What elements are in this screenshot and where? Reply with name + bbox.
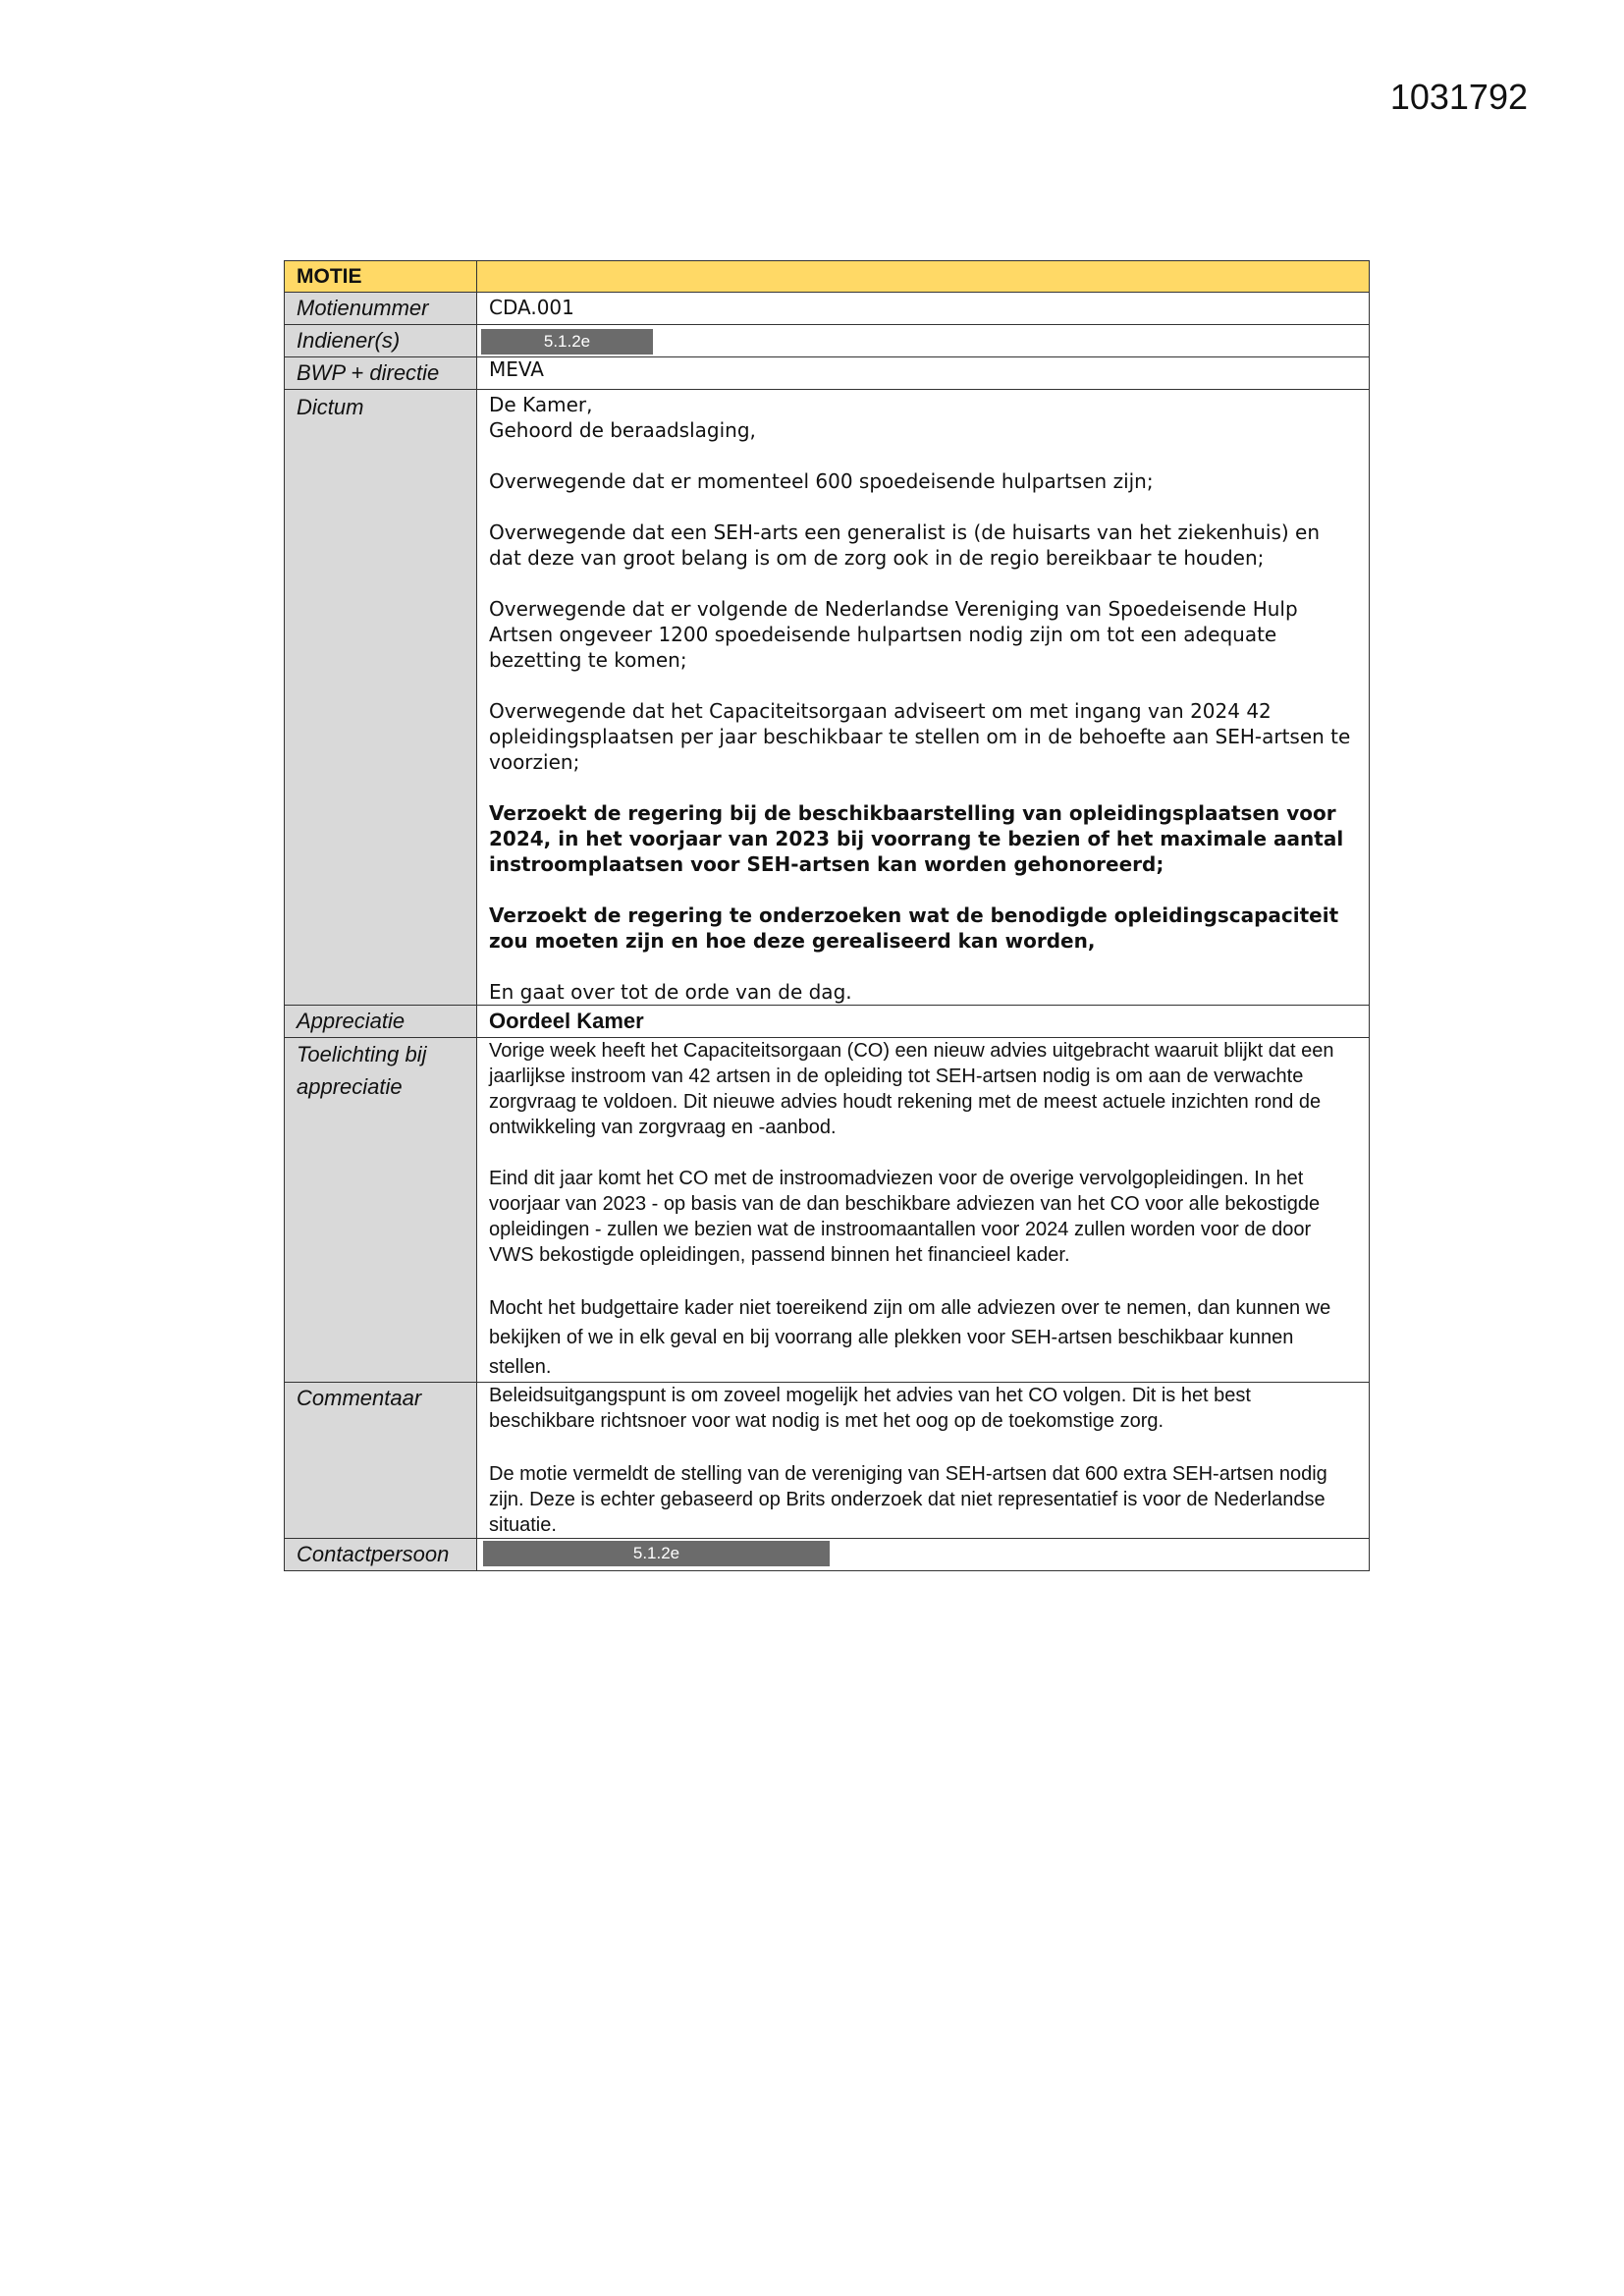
label-commentaar: Commentaar: [285, 1383, 477, 1539]
label-bwp: BWP + directie: [285, 357, 477, 390]
dictum-para-2: Overwegende dat er momenteel 600 spoedeisende hulpartsen zijn;: [489, 469, 1154, 493]
dictum-para-4: Overwegende dat er volgende de Nederlandse Vereniging van Spoedeisende Hulp Artsen ongeveer 1200 spoedeisende hulpartsen nodig zijn om tot een adequate bezetting te komen;: [489, 597, 1298, 672]
label-toelichting: Toelichting bij appreciatie: [285, 1038, 477, 1383]
label-indieners: Indiener(s): [285, 325, 477, 357]
dictum-para-5: Overwegende dat het Capaciteitsorgaan adviseert om met ingang van 2024 42 opleidingsplaatsen per jaar beschikbaar te stellen om in de behoefte aan SEH-artsen te voorzien;: [489, 699, 1351, 774]
label-motienummer: Motienummer: [285, 293, 477, 325]
value-bwp: MEVA: [477, 357, 1370, 390]
value-appreciatie: Oordeel Kamer: [477, 1006, 1370, 1038]
row-motienummer: [285, 293, 1370, 325]
commentaar-para-2: De motie vermeldt de stelling van de vereniging van SEH-artsen dat 600 extra SEH-artsen nodig zijn. Deze is echter gebaseerd op Brits onderzoek dat niet representatief is voor de Nederlandse situatie.: [489, 1463, 1327, 1536]
motie-header-label: MOTIE: [285, 261, 477, 293]
row-indieners: [285, 325, 1370, 357]
row-contactpersoon: [285, 1539, 1370, 1571]
redaction-indieners: 5.1.2e: [481, 329, 653, 355]
value-motienummer: CDA.001: [477, 293, 1370, 325]
label-appreciatie: Appreciatie: [285, 1006, 477, 1038]
value-toelichting: [477, 1038, 1370, 1383]
value-dictum: [477, 390, 1370, 1006]
dictum-line-0: De Kamer,: [489, 393, 593, 416]
dictum-closing: En gaat over tot de orde van de dag.: [489, 980, 852, 1004]
dictum-para-3: Overwegende dat een SEH-arts een generalist is (de huisarts van het ziekenhuis) en dat deze van groot belang is om de zorg ook in de regio bereikbaar te houden;: [489, 520, 1321, 570]
row-appreciatie: [285, 1006, 1370, 1038]
row-dictum: [285, 390, 1370, 1006]
commentaar-para-1: Beleidsuitgangspunt is om zoveel mogelijk het advies van het CO volgen. Dit is het best beschikbare richtsnoer voor wat nodig is met het oog op de toekomstige zorg.: [489, 1385, 1251, 1432]
dictum-line-1: Gehoord de beraadslaging,: [489, 418, 756, 442]
dictum-request-2: Verzoekt de regering te onderzoeken wat de benodigde opleidingscapaciteit zou moeten zijn en hoe deze gerealiseerd kan worden,: [489, 903, 1339, 953]
label-dictum: Dictum: [285, 390, 477, 1006]
document-id: 1031792: [1389, 77, 1528, 117]
motie-table: [284, 260, 1370, 1571]
toelichting-para-1: Vorige week heeft het Capaciteitsorgaan (CO) een nieuw advies uitgebracht waaruit blijkt dat een jaarlijkse instroom van 42 artsen in de opleiding tot SEH-artsen nodig is om aan de verwachte zorgvraag te voldoen. Dit nieuwe advies houdt rekening met de meest actuele inzichten rond de ontwikkeling van zorgvraag en -aanbod.: [489, 1040, 1334, 1138]
row-commentaar: [285, 1383, 1370, 1539]
toelichting-para-3: Mocht het budgettaire kader niet toereikend zijn om alle adviezen over te nemen, dan kunnen we bekijken of we in elk geval en bij voorrang alle plekken voor SEH-artsen beschikbaar kunnen stellen.: [489, 1297, 1331, 1378]
row-toelichting: [285, 1038, 1370, 1383]
label-contactpersoon: Contactpersoon: [285, 1539, 477, 1571]
motie-header-empty: [477, 261, 1370, 293]
toelichting-para-2: Eind dit jaar komt het CO met de instroomadviezen voor de overige vervolgopleidingen. In het voorjaar van 2023 - op basis van de dan beschikbare adviezen van het CO voor alle bekostigde opleidingen - zullen we bezien wat de instroomaantallen voor 2024 zullen worden voor de door VWS bekostigde opleidingen, passend binnen het financieel kader.: [489, 1168, 1321, 1266]
row-bwp: [285, 357, 1370, 390]
value-commentaar: [477, 1383, 1370, 1539]
motie-header-row: [285, 261, 1370, 293]
redaction-contactpersoon: 5.1.2e: [483, 1541, 830, 1566]
dictum-request-1: Verzoekt de regering bij de beschikbaarstelling van opleidingsplaatsen voor 2024, in het voorjaar van 2023 bij voorrang te bezien of het maximale aantal instroomplaatsen voor SEH-artsen kan worden gehonoreerd;: [489, 801, 1344, 876]
